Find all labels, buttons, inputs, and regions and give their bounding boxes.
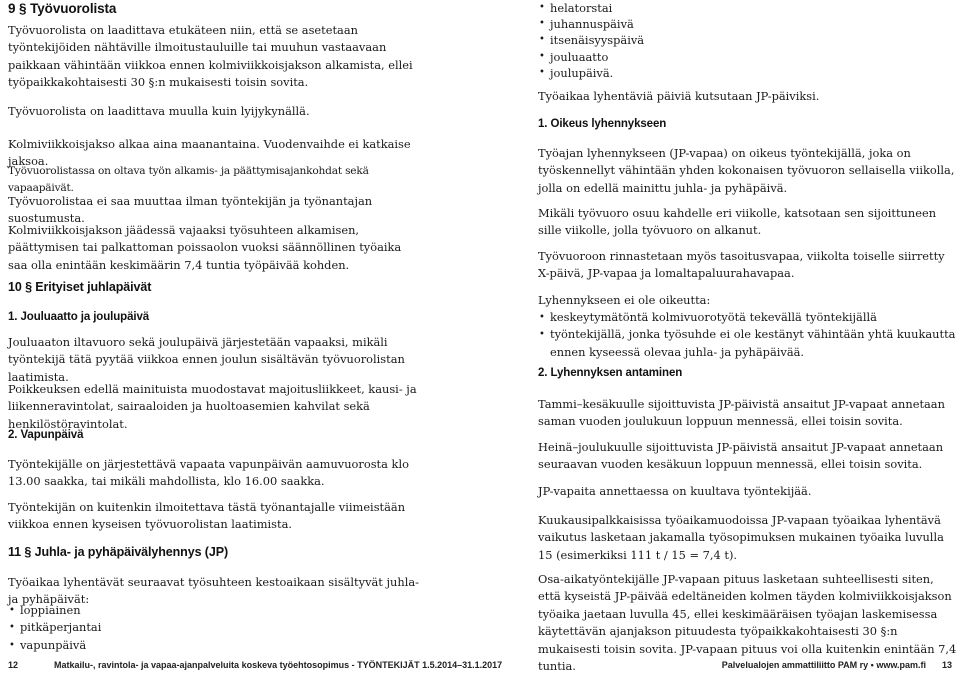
list-item: • juhannuspäivä bbox=[538, 16, 958, 32]
paragraph: Työvuorolista on laadittava etukäteen niin, että se asetetaan työntekijöiden nähtäville ilmoitustauluille tai muuhun vastaavaan paikkaan vähintään viikkoa ennen kolmiviikkoisjakson alkamista, ellei työpaikkakohtaisesti 30 §:n mukaisesti toisin sovita. bbox=[8, 23, 413, 90]
paragraph: Työvuorolista on laadittava muulla kuin lyijykynällä. bbox=[8, 104, 310, 118]
paragraph: Työvuoroon rinnastetaan myös tasoitusvapaa, viikolta toiselle siirretty X-päivä, JP-vapaa ja lomaltapaluurahavapaa. bbox=[538, 249, 945, 281]
paragraph: Osa-aikatyöntekijälle JP-vapaan pituus lasketaan suhteellisesti siten, että kyseistä JP-päivää edeltäneiden kolmen täyden kolmiviikkoisjakson työaika jaetaan luvulla 45, ellei keskimääräisen työajan laskemisessa käytettävän ajanjakson pituudesta työpaikkakohtaisesti 30 §:n mukaisesti toisin sovita. JP-vapaan pituus voi olla kuitenkin enintään 7,4 tuntia. bbox=[538, 572, 957, 674]
paragraph: Kuukausipalkkaisissa työaikamuodoissa JP-vapaan työaikaa lyhentävä vaikutus lasketaan jakamalla työsopimuksen mukainen työaika luvulla 15 (esimerkiksi 111 t / 15 = 7,4 t). bbox=[538, 513, 944, 562]
subsection-heading: 2. Vapunpäivä bbox=[8, 429, 84, 441]
subsection-heading: 1. Oikeus lyhennykseen bbox=[538, 118, 667, 130]
paragraph: JP-vapaita annettaessa on kuultava työntekijää. bbox=[538, 484, 812, 498]
paragraph: Heinä–joulukuulle sijoittuvista JP-päivistä ansaitut JP-vapaat annetaan seuraavan vuoden kesäkuun loppuun mennessä, ellei toisin sovita. bbox=[538, 440, 944, 472]
paragraph: Kolmiviikkoisjakso alkaa aina maanantaina. Vuodenvaihde ei katkaise jaksoa. bbox=[8, 137, 411, 169]
page-number: 13 bbox=[941, 660, 952, 670]
list-item: • joulupäivä. bbox=[538, 65, 958, 81]
list-item: • vapunpäivä bbox=[8, 637, 420, 654]
paragraph: Lyhennykseen ei ole oikeutta: bbox=[538, 293, 711, 307]
paragraph: Tammi–kesäkuulle sijoittuvista JP-päivistä ansaitut JP-vapaat annetaan saman vuoden joulukuun loppuun mennessä, ellei toisin sovita. bbox=[538, 397, 945, 429]
list-item: • pitkäperjantai bbox=[8, 619, 420, 636]
paragraph: Työntekijälle on järjestettävä vapaata vapunpäivän aamuvuorosta klo 13.00 saakka, tai mikäli mahdollista, klo 16.00 saakka. bbox=[8, 457, 409, 489]
section-9-heading: 9 § Työvuorolista bbox=[8, 1, 117, 16]
paragraph: Kolmiviikkoisjakson jäädessä vajaaksi työsuhteen alkamisen, päättymisen tai palkattoman poissaolon vuoksi säännöllinen työaika saa olla enintään keskimäärin 7,4 tuntia työpäivää kohden. bbox=[8, 223, 402, 272]
footer-text: Matkailu-, ravintola- ja vapaa-ajanpalveluita koskeva työehtosopimus - TYÖNTEKIJÄT 1.5.2014–31.1.2017 bbox=[54, 660, 503, 670]
holiday-list-continued bbox=[538, 0, 958, 81]
section-10-heading: 10 § Erityiset juhlapäivät bbox=[8, 280, 152, 294]
holiday-list bbox=[8, 602, 420, 654]
footer-left bbox=[8, 660, 502, 671]
list-item: • itsenäisyyspäivä bbox=[538, 32, 958, 48]
list-item: • jouluaatto bbox=[538, 49, 958, 65]
footer-right bbox=[722, 660, 952, 671]
section-11-heading: 11 § Juhla- ja pyhäpäivälyhennys (JP) bbox=[8, 545, 229, 559]
page-number: 12 bbox=[8, 660, 19, 670]
list-item: • helatorstai bbox=[538, 0, 958, 16]
exclusion-list bbox=[538, 309, 958, 361]
list-item: • loppiainen bbox=[8, 602, 420, 619]
list-item: • työntekijällä, jonka työsuhde ei ole kestänyt vähintään yhtä kuukautta ennen kyseessä olevaa juhla- ja pyhäpäivää. bbox=[538, 326, 958, 361]
paragraph: Poikkeuksen edellä mainituista muodostavat majoitusliikkeet, kausi- ja liikenneravintolat, sairaaloiden ja huoltoasemien kahvilat sekä henkilöstöravintolat. bbox=[8, 382, 417, 431]
subsection-heading: 2. Lyhennyksen antaminen bbox=[538, 367, 683, 379]
list-item: • keskeytymätöntä kolmivuorotyötä tekevällä työntekijällä bbox=[538, 309, 958, 326]
paragraph: Työaikaa lyhentävät seuraavat työsuhteen kestoaikaan sisältyvät juhla- ja pyhäpäivät: bbox=[8, 575, 419, 607]
paragraph: Jouluaaton iltavuoro sekä joulupäivä järjestetään vapaaksi, mikäli työntekijä tätä pyytää viikkoa ennen joulun sisältävän työvuorolistan laatimista. bbox=[8, 335, 405, 384]
footer-text: Palvelualojen ammattiliitto PAM ry • www.pam.fi bbox=[721, 660, 926, 670]
paragraph: Työvuorolistassa on oltava työn alkamis- ja päättymisajankohdat sekä vapaapäivät. bbox=[8, 165, 369, 195]
paragraph: Työajan lyhennykseen (JP-vapaa) on oikeus työntekijällä, joka on työskennellyt vähintään yhden kokonaisen työvuoron sellaisella viikolla, jolla on edellä mainittu juhla- ja pyhäpäivä. bbox=[538, 146, 955, 195]
paragraph: Työntekijän on kuitenkin ilmoitettava tästä työnantajalle viimeistään viikkoa ennen kyseisen työvuorolistan laatimista. bbox=[8, 500, 406, 532]
paragraph: Työvuorolistaa ei saa muuttaa ilman työntekijän ja työnantajan suostumusta. bbox=[8, 194, 373, 226]
paragraph: Työaikaa lyhentäviä päiviä kutsutaan JP-päiviksi. bbox=[538, 89, 820, 103]
paragraph: Mikäli työvuoro osuu kahdelle eri viikolle, katsotaan sen sijoittuneen sille viikolle, jolla työvuoro on alkanut. bbox=[538, 206, 937, 238]
subsection-heading: 1. Jouluaatto ja joulupäivä bbox=[8, 311, 150, 323]
